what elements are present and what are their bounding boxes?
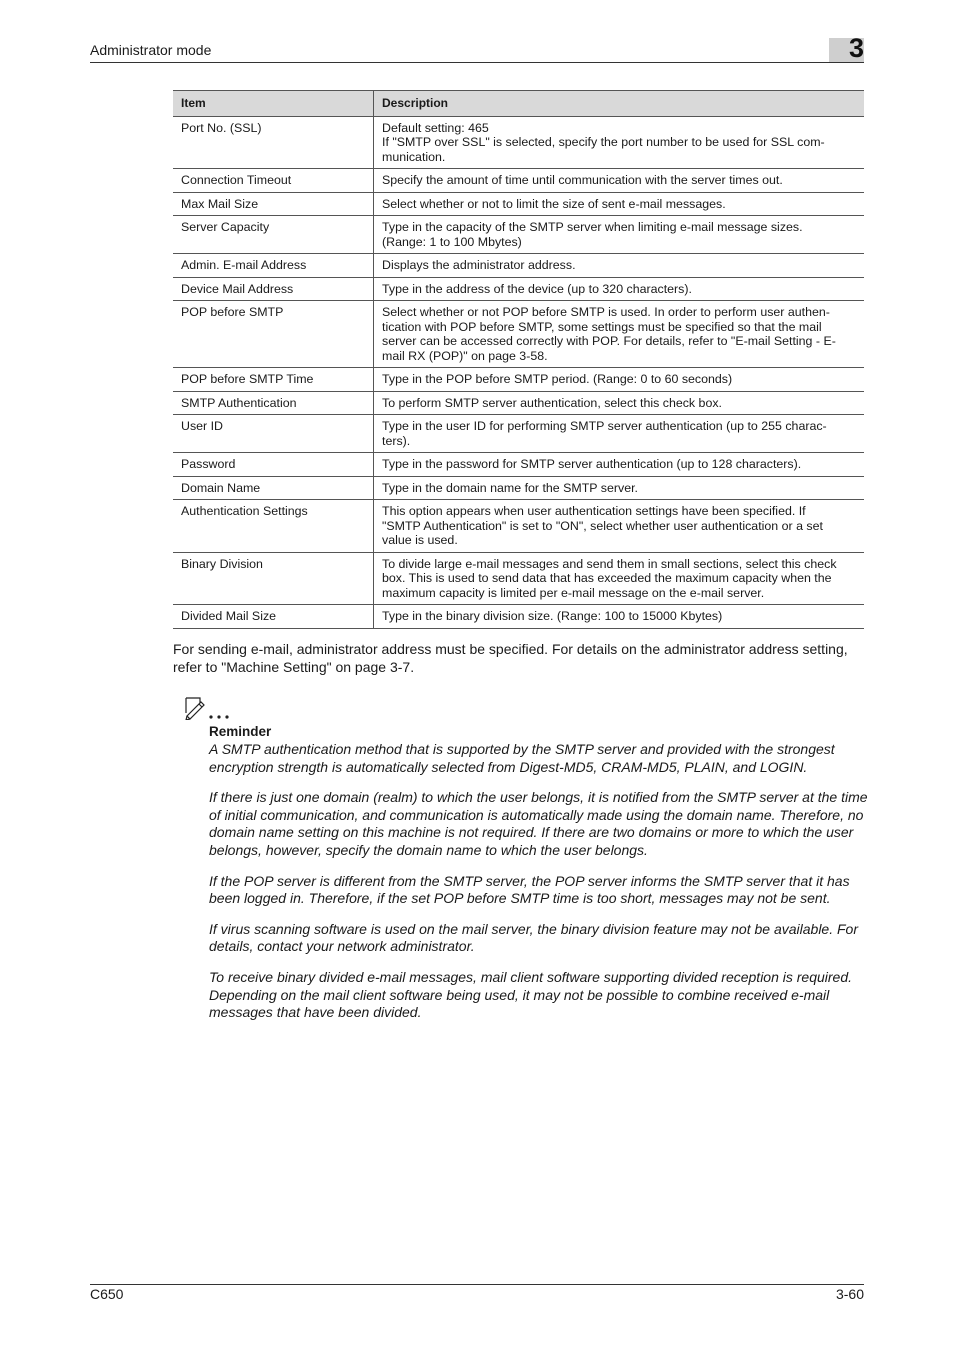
table-cell-description: Displays the administrator address. (374, 254, 865, 278)
table-cell-item: Admin. E-mail Address (173, 254, 374, 278)
table-row (173, 254, 864, 278)
table-cell-description: Type in the domain name for the SMTP server. (374, 476, 865, 500)
table-cell-item: SMTP Authentication (173, 391, 374, 415)
table-row (173, 216, 864, 254)
table-cell-description: This option appears when user authentication settings have been specified. If "SMTP Authentication" is set to "ON", select whether user authentication or a set value is used. (374, 500, 865, 553)
reminder-body (209, 741, 869, 1035)
chapter-tab (829, 33, 864, 63)
table-header-row (173, 91, 864, 117)
table-row (173, 301, 864, 368)
table-cell-item: Divided Mail Size (173, 605, 374, 629)
reminder-paragraph: If virus scanning software is used on the mail server, the binary division feature may not be available. For details, contact your network administrator. (209, 920, 858, 955)
table-cell-item: Server Capacity (173, 216, 374, 254)
table-row (173, 605, 864, 629)
table-row (173, 453, 864, 477)
table-cell-description: Specify the amount of time until communication with the server times out. (374, 169, 865, 193)
table-cell-description: Type in the binary division size. (Range: 100 to 15000 Kbytes) (374, 605, 865, 629)
table-row (173, 476, 864, 500)
footer-divider (90, 1284, 864, 1285)
table-cell-description: Type in the address of the device (up to 320 characters). (374, 277, 865, 301)
reminder-paragraph: If there is just one domain (realm) to which the user belongs, it is notified from the SMTP server at the time of initial communication, and communication is automatically made using the domain name. Therefore, no domain name setting on this machine is not required. If there are two domains or more to which the user belongs, however, specify the domain name to which the user belongs. (209, 789, 868, 858)
table-cell-item: POP before SMTP (173, 301, 374, 368)
table-cell-description: Select whether or not POP before SMTP is used. In order to perform user authen- tication with POP before SMTP, some settings must be specified so that the mail server can be accessed correctly with POP. For details, refer to "E-mail Setting - E- mail RX (POP)" on page 3-58. (374, 301, 865, 368)
column-header-description: Description (374, 91, 865, 117)
table-cell-item: Domain Name (173, 476, 374, 500)
memo-pencil-icon (184, 696, 234, 720)
admin-address-note: For sending e-mail, administrator address must be specified. For details on the administrator address setting, refer to "Machine Setting" on page 3-7. (173, 641, 848, 675)
table-cell-description: Type in the password for SMTP server authentication (up to 128 characters). (374, 453, 865, 477)
table-row (173, 116, 864, 169)
settings-table (173, 90, 864, 629)
table-cell-description: Select whether or not to limit the size of sent e-mail messages. (374, 192, 865, 216)
reminder-paragraph: To receive binary divided e-mail messages, mail client software supporting divided reception is required. Depending on the mail client software being used, it may not be possible to combine received e-mail messages that have been divided. (209, 968, 853, 1021)
reminder-paragraph: If the POP server is different from the SMTP server, the POP server informs the SMTP server that it has been logged in. Therefore, if the set POP before SMTP time is too short, messages may not be sent. (209, 872, 850, 907)
table-cell-description: Type in the POP before SMTP period. (Range: 0 to 60 seconds) (374, 368, 865, 392)
table-cell-item: Port No. (SSL) (173, 116, 374, 169)
chapter-number: 3 (848, 33, 864, 63)
footer-page-number: 3-60 (835, 1286, 864, 1302)
table-row (173, 169, 864, 193)
table-row (173, 552, 864, 605)
reminder-paragraph: A SMTP authentication method that is supported by the SMTP server and provided with the strongest encryption strength is automatically selected from Digest-MD5, CRAM-MD5, PLAIN, and LOGIN. (209, 741, 835, 775)
column-header-item: Item (173, 91, 374, 117)
table-cell-item: Authentication Settings (173, 500, 374, 553)
footer-model: C650 (90, 1286, 124, 1302)
table-row (173, 192, 864, 216)
table-cell-item: Binary Division (173, 552, 374, 605)
table-row (173, 391, 864, 415)
table-cell-item: Connection Timeout (173, 169, 374, 193)
table-row (173, 277, 864, 301)
header-divider (90, 62, 864, 63)
table-cell-description: Type in the user ID for performing SMTP server authentication (up to 255 charac- ters). (374, 415, 865, 453)
table-cell-item: Max Mail Size (173, 192, 374, 216)
table-cell-description: To perform SMTP server authentication, select this check box. (374, 391, 865, 415)
table-cell-description: To divide large e-mail messages and send them in small sections, select this check box. This is used to send data that has exceeded the maximum capacity when the maximum capacity is limited per e-mail message on the e-mail server. (374, 552, 865, 605)
table-cell-description: Type in the capacity of the SMTP server when limiting e-mail message sizes. (Range: 1 to 100 Mbytes) (374, 216, 865, 254)
reminder-heading: Reminder (209, 724, 272, 739)
page-header-title: Administrator mode (90, 42, 212, 58)
table-cell-item: POP before SMTP Time (173, 368, 374, 392)
table-row (173, 415, 864, 453)
table-row (173, 500, 864, 553)
table-body (173, 116, 864, 628)
table-cell-item: Password (173, 453, 374, 477)
table-cell-description: Default setting: 465 If "SMTP over SSL" is selected, specify the port number to be used for SSL com- munication. (374, 116, 865, 169)
table-cell-item: Device Mail Address (173, 277, 374, 301)
table-row (173, 368, 864, 392)
table-cell-item: User ID (173, 415, 374, 453)
